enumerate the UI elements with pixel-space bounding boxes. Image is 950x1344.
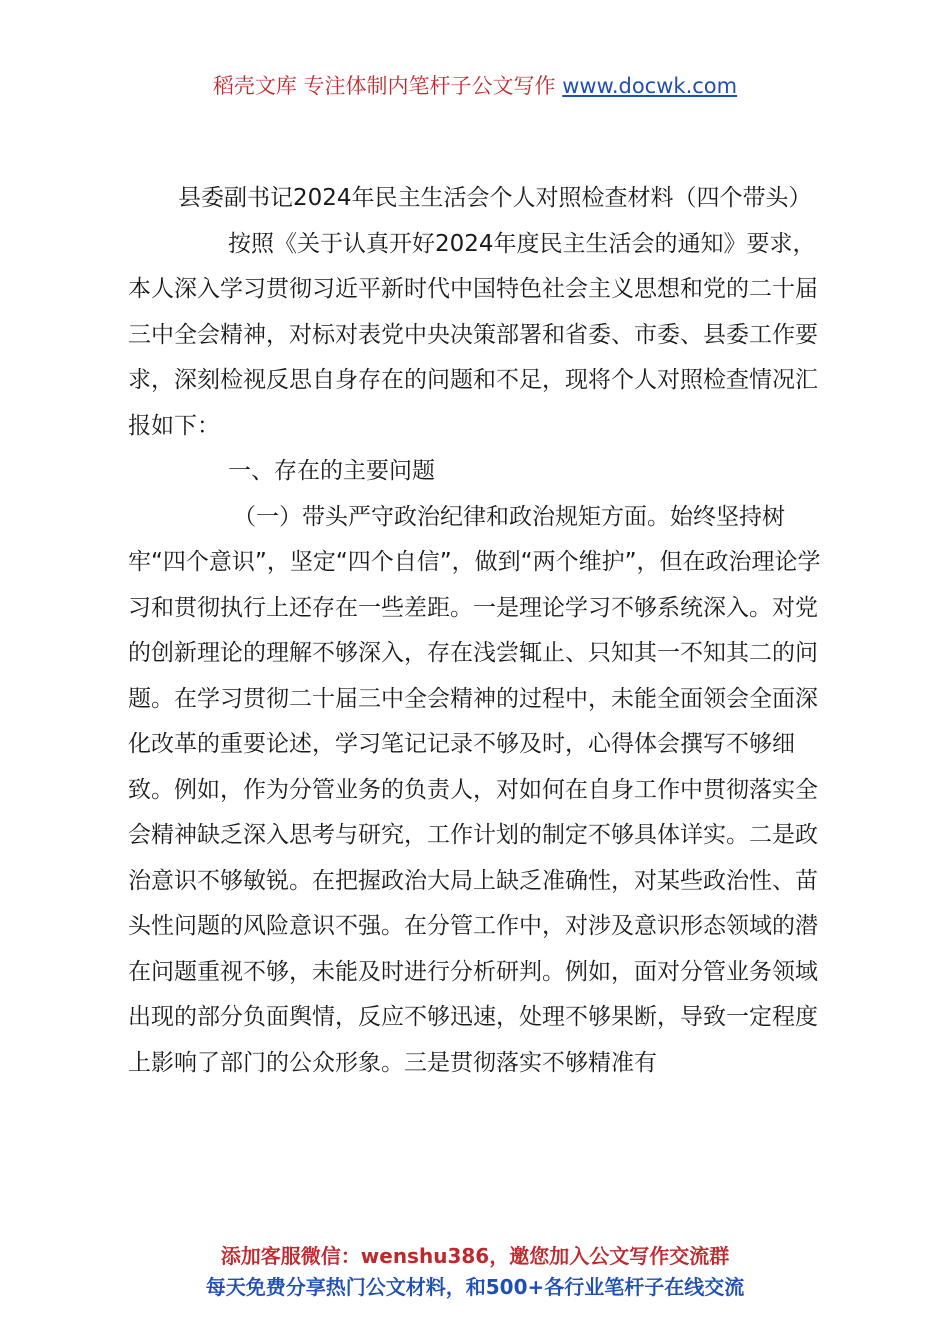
intro-paragraph: 按照《关于认真开好2024年度民主生活会的通知》要求，本人深入学习贯彻习近平新时代中国特色社会主义思想和党的二十届三中全会精神，对标对表党中央决策部署和省委、市委、县委工作要求，深刻检视反思自身存在的问题和不足，现将个人对照检查情况汇报如下：	[128, 230, 818, 439]
section-heading: 一、存在的主要问题	[228, 458, 435, 484]
brand-text: 稻壳文库 专注体制内笔杆子公文写作	[212, 74, 563, 98]
site-link[interactable]: www.docwk.com	[562, 74, 738, 98]
document-title: 县委副书记2024年民主生活会个人对照检查材料（四个带头）	[178, 185, 812, 211]
page-footer	[0, 1241, 950, 1303]
document-body	[128, 176, 828, 1086]
page-header	[0, 70, 950, 100]
body-paragraph: （一）带头严守政治纪律和政治规矩方面。始终坚持树牢“四个意识”，坚定“四个自信”，做到“两个维护”，但在政治理论学习和贯彻执行上还存在一些差距。一是理论学习不够系统深入。对党的创新理论的理解不够深入，存在浅尝辄止、只知其一不知其二的问题。在学习贯彻二十届三中全会精神的过程中，未能全面领会全面深化改革的重要论述，学习笔记记录不够及时，心得体会撰写不够细致。例如，作为分管业务的负责人，对如何在自身工作中贯彻落实全会精神缺乏深入思考与研究，工作计划的制定不够具体详实。二是政治意识不够敏锐。在把握政治大局上缺乏准确性，对某些政治性、苗头性问题的风险意识不强。在分管工作中，对涉及意识形态领域的潜在问题重视不够，未能及时进行分析研判。例如，面对分管业务领域出现的部分负面舆情，反应不够迅速，处理不够果断，导致一定程度上影响了部门的公众形象。三是贯彻落实不够精准有	[128, 503, 821, 1076]
footer-promo-line: 每天免费分享热门公文材料，和500+各行业笔杆子在线交流	[205, 1275, 745, 1299]
footer-contact-line: 添加客服微信：wenshu386，邀您加入公文写作交流群	[220, 1244, 730, 1268]
